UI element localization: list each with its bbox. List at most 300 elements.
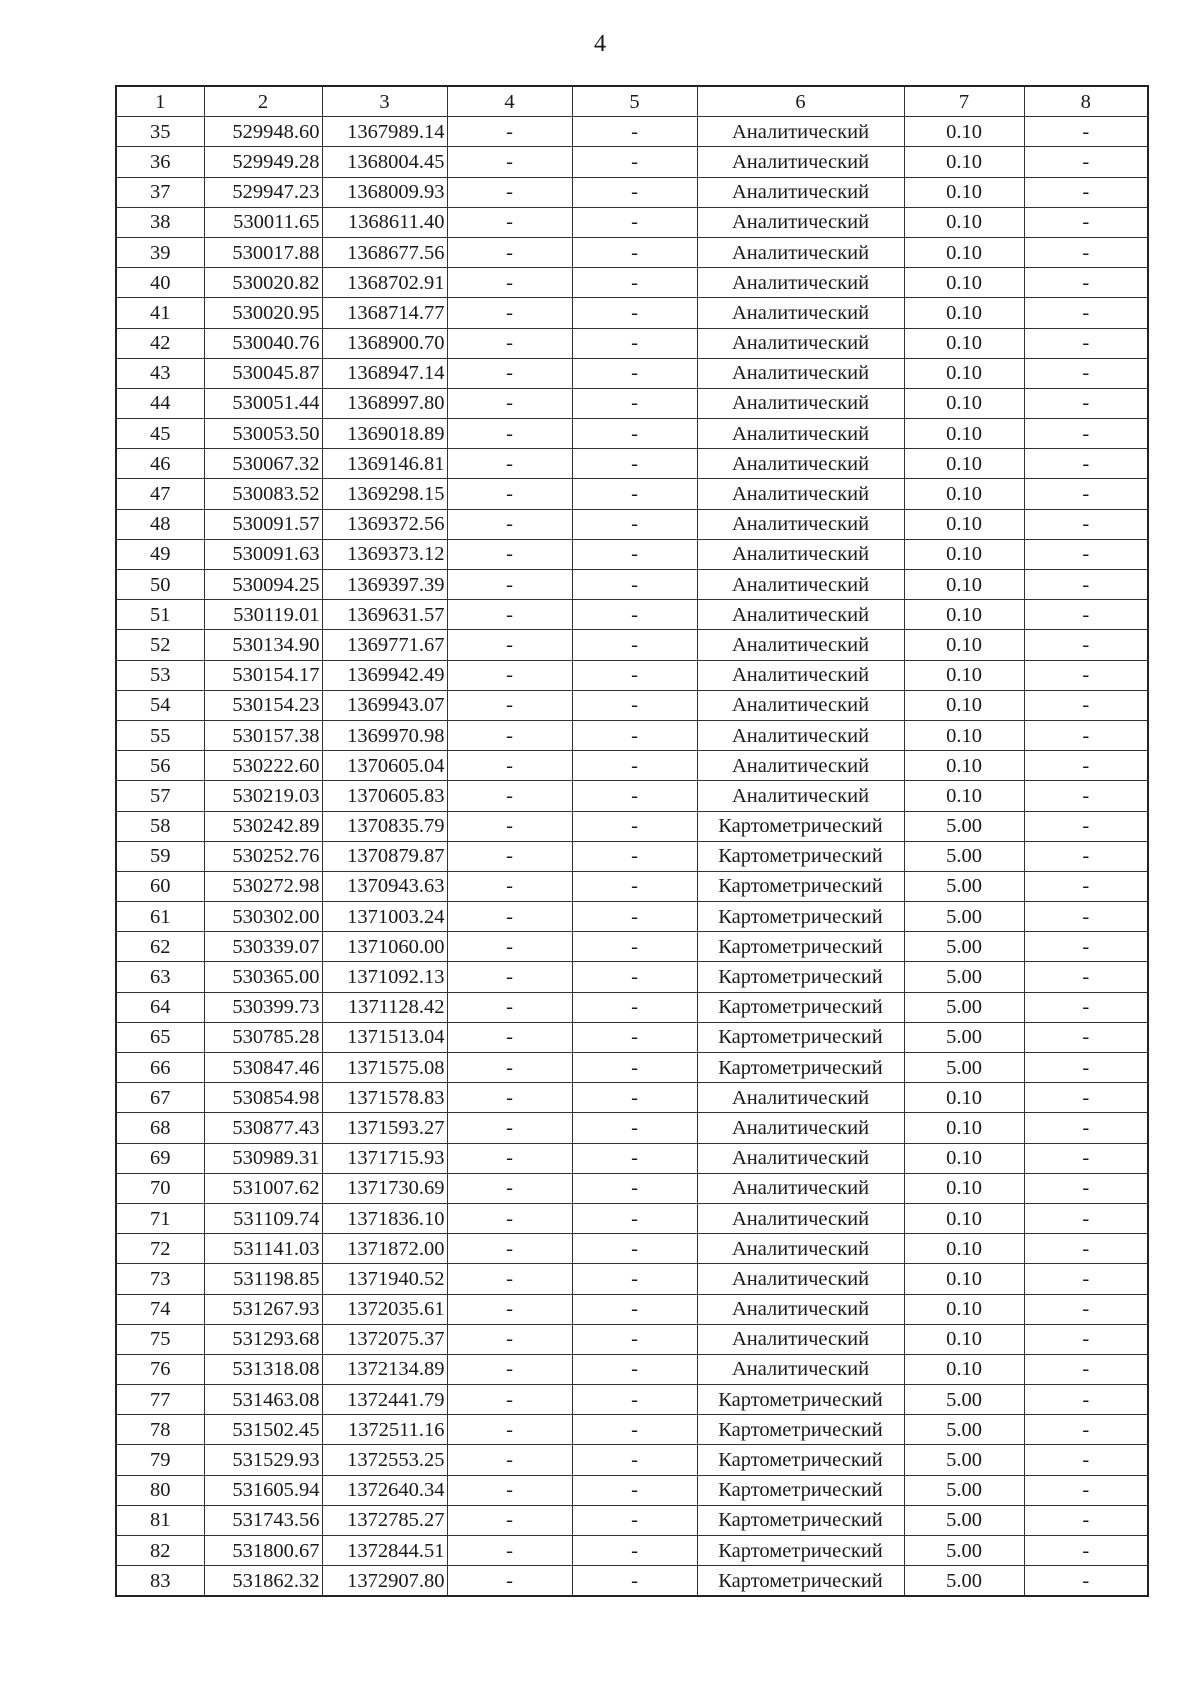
column-8-cell: -: [1024, 1022, 1148, 1052]
x-coordinate-cell: 530017.88: [204, 237, 322, 267]
accuracy-cell: 0.10: [904, 600, 1024, 630]
accuracy-cell: 0.10: [904, 388, 1024, 418]
column-5-cell: -: [572, 268, 697, 298]
table-row: [116, 660, 1148, 690]
column-5-cell: -: [572, 992, 697, 1022]
y-coordinate-cell: 1372844.51: [322, 1536, 447, 1566]
table-row: [116, 1143, 1148, 1173]
table-row: [116, 177, 1148, 207]
table-header-row: [116, 86, 1148, 117]
accuracy-cell: 0.10: [904, 660, 1024, 690]
accuracy-cell: 0.10: [904, 147, 1024, 177]
accuracy-cell: 5.00: [904, 1385, 1024, 1415]
column-8-cell: -: [1024, 419, 1148, 449]
table-row: [116, 811, 1148, 841]
column-8-cell: -: [1024, 1234, 1148, 1264]
y-coordinate-cell: 1372441.79: [322, 1385, 447, 1415]
y-coordinate-cell: 1368947.14: [322, 358, 447, 388]
accuracy-cell: 0.10: [904, 539, 1024, 569]
accuracy-cell: 5.00: [904, 1505, 1024, 1535]
y-coordinate-cell: 1368702.91: [322, 268, 447, 298]
table-row: [116, 449, 1148, 479]
y-coordinate-cell: 1372907.80: [322, 1566, 447, 1597]
column-8-cell: -: [1024, 690, 1148, 720]
column-4-cell: -: [447, 1294, 572, 1324]
column-8-cell: -: [1024, 1445, 1148, 1475]
accuracy-cell: 5.00: [904, 1445, 1024, 1475]
y-coordinate-cell: 1371060.00: [322, 932, 447, 962]
column-8-cell: -: [1024, 237, 1148, 267]
accuracy-cell: 5.00: [904, 932, 1024, 962]
accuracy-cell: 5.00: [904, 992, 1024, 1022]
accuracy-cell: 0.10: [904, 1234, 1024, 1264]
table-row: [116, 1053, 1148, 1083]
accuracy-cell: 0.10: [904, 630, 1024, 660]
accuracy-cell: 5.00: [904, 1022, 1024, 1052]
y-coordinate-cell: 1371730.69: [322, 1173, 447, 1203]
method-cell: Картометрический: [697, 1475, 904, 1505]
x-coordinate-cell: 531862.32: [204, 1566, 322, 1597]
point-number-cell: 51: [116, 600, 204, 630]
column-4-cell: -: [447, 207, 572, 237]
table-row: [116, 237, 1148, 267]
column-5-cell: -: [572, 1022, 697, 1052]
point-number-cell: 40: [116, 268, 204, 298]
y-coordinate-cell: 1371940.52: [322, 1264, 447, 1294]
x-coordinate-cell: 530365.00: [204, 962, 322, 992]
column-5-cell: -: [572, 509, 697, 539]
method-cell: Аналитический: [697, 1294, 904, 1324]
x-coordinate-cell: 531293.68: [204, 1324, 322, 1354]
x-coordinate-cell: 530045.87: [204, 358, 322, 388]
y-coordinate-cell: 1372640.34: [322, 1475, 447, 1505]
column-8-cell: -: [1024, 1053, 1148, 1083]
column-8-cell: -: [1024, 117, 1148, 147]
column-4-cell: -: [447, 419, 572, 449]
y-coordinate-cell: 1371513.04: [322, 1022, 447, 1052]
point-number-cell: 62: [116, 932, 204, 962]
method-cell: Аналитический: [697, 1264, 904, 1294]
x-coordinate-cell: 530252.76: [204, 841, 322, 871]
y-coordinate-cell: 1371836.10: [322, 1203, 447, 1233]
x-coordinate-cell: 530399.73: [204, 992, 322, 1022]
table-row: [116, 1324, 1148, 1354]
y-coordinate-cell: 1369942.49: [322, 660, 447, 690]
x-coordinate-cell: 531141.03: [204, 1234, 322, 1264]
column-4-cell: -: [447, 358, 572, 388]
column-8-cell: -: [1024, 660, 1148, 690]
table-row: [116, 1415, 1148, 1445]
x-coordinate-cell: 530242.89: [204, 811, 322, 841]
column-4-cell: -: [447, 298, 572, 328]
point-number-cell: 76: [116, 1354, 204, 1384]
table-row: [116, 1294, 1148, 1324]
column-4-cell: -: [447, 1566, 572, 1597]
column-4-cell: -: [447, 1354, 572, 1384]
accuracy-cell: 0.10: [904, 1324, 1024, 1354]
column-8-cell: -: [1024, 1294, 1148, 1324]
column-5-cell: -: [572, 1475, 697, 1505]
table-row: [116, 358, 1148, 388]
y-coordinate-cell: 1371872.00: [322, 1234, 447, 1264]
table-row: [116, 298, 1148, 328]
point-number-cell: 46: [116, 449, 204, 479]
column-8-cell: -: [1024, 932, 1148, 962]
table-row: [116, 1445, 1148, 1475]
column-8-cell: -: [1024, 449, 1148, 479]
method-cell: Аналитический: [697, 1354, 904, 1384]
column-5-cell: -: [572, 298, 697, 328]
accuracy-cell: 0.10: [904, 1143, 1024, 1173]
x-coordinate-cell: 529949.28: [204, 147, 322, 177]
column-5-cell: -: [572, 720, 697, 750]
method-cell: Картометрический: [697, 841, 904, 871]
column-4-cell: -: [447, 1385, 572, 1415]
table-row: [116, 720, 1148, 750]
column-5-cell: -: [572, 1264, 697, 1294]
y-coordinate-cell: 1370605.04: [322, 751, 447, 781]
accuracy-cell: 5.00: [904, 871, 1024, 901]
column-8-cell: -: [1024, 207, 1148, 237]
table-row: [116, 871, 1148, 901]
method-cell: Аналитический: [697, 298, 904, 328]
accuracy-cell: 0.10: [904, 1113, 1024, 1143]
accuracy-cell: 0.10: [904, 1354, 1024, 1384]
accuracy-cell: 5.00: [904, 841, 1024, 871]
column-5-cell: -: [572, 600, 697, 630]
x-coordinate-cell: 531109.74: [204, 1203, 322, 1233]
point-number-cell: 80: [116, 1475, 204, 1505]
y-coordinate-cell: 1369373.12: [322, 539, 447, 569]
x-coordinate-cell: 531605.94: [204, 1475, 322, 1505]
method-cell: Аналитический: [697, 570, 904, 600]
column-5-cell: -: [572, 962, 697, 992]
column-4-cell: -: [447, 751, 572, 781]
column-5-cell: -: [572, 1445, 697, 1475]
x-coordinate-cell: 531743.56: [204, 1505, 322, 1535]
column-8-cell: -: [1024, 328, 1148, 358]
method-cell: Аналитический: [697, 781, 904, 811]
point-number-cell: 35: [116, 117, 204, 147]
point-number-cell: 81: [116, 1505, 204, 1535]
y-coordinate-cell: 1372134.89: [322, 1354, 447, 1384]
y-coordinate-cell: 1370879.87: [322, 841, 447, 871]
column-5-cell: -: [572, 570, 697, 600]
method-cell: Картометрический: [697, 992, 904, 1022]
column-8-cell: -: [1024, 1354, 1148, 1384]
table-row: [116, 539, 1148, 569]
method-cell: Аналитический: [697, 1143, 904, 1173]
column-4-cell: -: [447, 1203, 572, 1233]
column-header: 4: [447, 86, 572, 117]
column-header: 2: [204, 86, 322, 117]
method-cell: Аналитический: [697, 358, 904, 388]
y-coordinate-cell: 1372511.16: [322, 1415, 447, 1445]
x-coordinate-cell: 530302.00: [204, 902, 322, 932]
point-number-cell: 42: [116, 328, 204, 358]
point-number-cell: 77: [116, 1385, 204, 1415]
column-5-cell: -: [572, 841, 697, 871]
column-5-cell: -: [572, 1173, 697, 1203]
method-cell: Картометрический: [697, 902, 904, 932]
accuracy-cell: 0.10: [904, 479, 1024, 509]
y-coordinate-cell: 1367989.14: [322, 117, 447, 147]
column-5-cell: -: [572, 660, 697, 690]
x-coordinate-cell: 530091.63: [204, 539, 322, 569]
x-coordinate-cell: 530877.43: [204, 1113, 322, 1143]
column-5-cell: -: [572, 1415, 697, 1445]
point-number-cell: 49: [116, 539, 204, 569]
column-8-cell: -: [1024, 570, 1148, 600]
accuracy-cell: 0.10: [904, 268, 1024, 298]
x-coordinate-cell: 530854.98: [204, 1083, 322, 1113]
x-coordinate-cell: 530989.31: [204, 1143, 322, 1173]
point-number-cell: 45: [116, 419, 204, 449]
column-4-cell: -: [447, 660, 572, 690]
accuracy-cell: 0.10: [904, 449, 1024, 479]
y-coordinate-cell: 1371593.27: [322, 1113, 447, 1143]
point-number-cell: 79: [116, 1445, 204, 1475]
column-5-cell: -: [572, 871, 697, 901]
x-coordinate-cell: 531267.93: [204, 1294, 322, 1324]
accuracy-cell: 0.10: [904, 1173, 1024, 1203]
table-body: [116, 117, 1148, 1597]
column-8-cell: -: [1024, 992, 1148, 1022]
column-5-cell: -: [572, 1536, 697, 1566]
x-coordinate-cell: 530020.95: [204, 298, 322, 328]
column-5-cell: -: [572, 781, 697, 811]
table-row: [116, 479, 1148, 509]
column-4-cell: -: [447, 1415, 572, 1445]
column-8-cell: -: [1024, 841, 1148, 871]
x-coordinate-cell: 530154.17: [204, 660, 322, 690]
x-coordinate-cell: 530847.46: [204, 1053, 322, 1083]
column-5-cell: -: [572, 237, 697, 267]
column-4-cell: -: [447, 1324, 572, 1354]
column-8-cell: -: [1024, 479, 1148, 509]
x-coordinate-cell: 531318.08: [204, 1354, 322, 1384]
table-row: [116, 690, 1148, 720]
y-coordinate-cell: 1369970.98: [322, 720, 447, 750]
column-5-cell: -: [572, 177, 697, 207]
table-row: [116, 1083, 1148, 1113]
y-coordinate-cell: 1368004.45: [322, 147, 447, 177]
column-8-cell: -: [1024, 1203, 1148, 1233]
method-cell: Картометрический: [697, 962, 904, 992]
point-number-cell: 68: [116, 1113, 204, 1143]
point-number-cell: 44: [116, 388, 204, 418]
point-number-cell: 57: [116, 781, 204, 811]
point-number-cell: 71: [116, 1203, 204, 1233]
y-coordinate-cell: 1372785.27: [322, 1505, 447, 1535]
column-5-cell: -: [572, 328, 697, 358]
column-4-cell: -: [447, 811, 572, 841]
y-coordinate-cell: 1368009.93: [322, 177, 447, 207]
x-coordinate-cell: 530011.65: [204, 207, 322, 237]
table-row: [116, 419, 1148, 449]
column-8-cell: -: [1024, 781, 1148, 811]
table-row: [116, 600, 1148, 630]
accuracy-cell: 0.10: [904, 1083, 1024, 1113]
method-cell: Аналитический: [697, 419, 904, 449]
table-row: [116, 1234, 1148, 1264]
column-header: 1: [116, 86, 204, 117]
x-coordinate-cell: 530083.52: [204, 479, 322, 509]
column-4-cell: -: [447, 268, 572, 298]
y-coordinate-cell: 1371575.08: [322, 1053, 447, 1083]
column-4-cell: -: [447, 1113, 572, 1143]
column-4-cell: -: [447, 630, 572, 660]
column-4-cell: -: [447, 902, 572, 932]
column-8-cell: -: [1024, 962, 1148, 992]
column-4-cell: -: [447, 1475, 572, 1505]
x-coordinate-cell: 531463.08: [204, 1385, 322, 1415]
method-cell: Картометрический: [697, 811, 904, 841]
table-row: [116, 509, 1148, 539]
point-number-cell: 39: [116, 237, 204, 267]
point-number-cell: 60: [116, 871, 204, 901]
column-5-cell: -: [572, 147, 697, 177]
table-row: [116, 207, 1148, 237]
x-coordinate-cell: 530134.90: [204, 630, 322, 660]
accuracy-cell: 0.10: [904, 298, 1024, 328]
table-row: [116, 328, 1148, 358]
table-row: [116, 1505, 1148, 1535]
column-4-cell: -: [447, 237, 572, 267]
method-cell: Аналитический: [697, 177, 904, 207]
point-number-cell: 65: [116, 1022, 204, 1052]
x-coordinate-cell: 530154.23: [204, 690, 322, 720]
y-coordinate-cell: 1370835.79: [322, 811, 447, 841]
x-coordinate-cell: 530091.57: [204, 509, 322, 539]
table-row: [116, 1536, 1148, 1566]
table-row: [116, 1022, 1148, 1052]
column-8-cell: -: [1024, 147, 1148, 177]
point-number-cell: 56: [116, 751, 204, 781]
column-header: 8: [1024, 86, 1148, 117]
method-cell: Картометрический: [697, 871, 904, 901]
column-8-cell: -: [1024, 177, 1148, 207]
point-number-cell: 78: [116, 1415, 204, 1445]
method-cell: Картометрический: [697, 1415, 904, 1445]
point-number-cell: 41: [116, 298, 204, 328]
point-number-cell: 83: [116, 1566, 204, 1597]
y-coordinate-cell: 1371003.24: [322, 902, 447, 932]
column-8-cell: -: [1024, 720, 1148, 750]
point-number-cell: 72: [116, 1234, 204, 1264]
column-4-cell: -: [447, 1083, 572, 1113]
accuracy-cell: 5.00: [904, 1053, 1024, 1083]
y-coordinate-cell: 1369943.07: [322, 690, 447, 720]
method-cell: Аналитический: [697, 237, 904, 267]
x-coordinate-cell: 530067.32: [204, 449, 322, 479]
method-cell: Картометрический: [697, 1536, 904, 1566]
y-coordinate-cell: 1369397.39: [322, 570, 447, 600]
method-cell: Аналитический: [697, 1324, 904, 1354]
column-4-cell: -: [447, 539, 572, 569]
point-number-cell: 74: [116, 1294, 204, 1324]
column-4-cell: -: [447, 117, 572, 147]
column-5-cell: -: [572, 419, 697, 449]
column-5-cell: -: [572, 1385, 697, 1415]
method-cell: Аналитический: [697, 1083, 904, 1113]
column-4-cell: -: [447, 1445, 572, 1475]
point-number-cell: 73: [116, 1264, 204, 1294]
accuracy-cell: 0.10: [904, 117, 1024, 147]
table-row: [116, 1203, 1148, 1233]
y-coordinate-cell: 1371715.93: [322, 1143, 447, 1173]
column-4-cell: -: [447, 570, 572, 600]
point-number-cell: 52: [116, 630, 204, 660]
page-number: 4: [594, 31, 606, 57]
x-coordinate-cell: 531007.62: [204, 1173, 322, 1203]
column-4-cell: -: [447, 932, 572, 962]
accuracy-cell: 0.10: [904, 207, 1024, 237]
y-coordinate-cell: 1372075.37: [322, 1324, 447, 1354]
accuracy-cell: 5.00: [904, 1536, 1024, 1566]
method-cell: Аналитический: [697, 690, 904, 720]
method-cell: Аналитический: [697, 147, 904, 177]
column-5-cell: -: [572, 1566, 697, 1597]
column-4-cell: -: [447, 1505, 572, 1535]
table-row: [116, 1475, 1148, 1505]
column-5-cell: -: [572, 449, 697, 479]
table-row: [116, 962, 1148, 992]
column-5-cell: -: [572, 1113, 697, 1143]
column-4-cell: -: [447, 479, 572, 509]
column-4-cell: -: [447, 781, 572, 811]
column-8-cell: -: [1024, 1173, 1148, 1203]
column-4-cell: -: [447, 1173, 572, 1203]
column-4-cell: -: [447, 177, 572, 207]
method-cell: Аналитический: [697, 630, 904, 660]
table-row: [116, 268, 1148, 298]
method-cell: Аналитический: [697, 660, 904, 690]
column-8-cell: -: [1024, 1536, 1148, 1566]
point-number-cell: 82: [116, 1536, 204, 1566]
column-8-cell: -: [1024, 1143, 1148, 1173]
y-coordinate-cell: 1369298.15: [322, 479, 447, 509]
method-cell: Аналитический: [697, 1234, 904, 1264]
method-cell: Аналитический: [697, 479, 904, 509]
column-8-cell: -: [1024, 1505, 1148, 1535]
point-number-cell: 43: [116, 358, 204, 388]
table-row: [116, 841, 1148, 871]
column-8-cell: -: [1024, 388, 1148, 418]
method-cell: Картометрический: [697, 1445, 904, 1475]
column-5-cell: -: [572, 630, 697, 660]
column-8-cell: -: [1024, 600, 1148, 630]
column-5-cell: -: [572, 117, 697, 147]
table-row: [116, 570, 1148, 600]
table-row: [116, 751, 1148, 781]
column-5-cell: -: [572, 690, 697, 720]
column-8-cell: -: [1024, 1566, 1148, 1597]
column-4-cell: -: [447, 600, 572, 630]
x-coordinate-cell: 530051.44: [204, 388, 322, 418]
column-5-cell: -: [572, 902, 697, 932]
y-coordinate-cell: 1369146.81: [322, 449, 447, 479]
point-number-cell: 69: [116, 1143, 204, 1173]
x-coordinate-cell: 531529.93: [204, 1445, 322, 1475]
table-row: [116, 902, 1148, 932]
method-cell: Аналитический: [697, 1203, 904, 1233]
column-8-cell: -: [1024, 1385, 1148, 1415]
method-cell: Аналитический: [697, 1173, 904, 1203]
y-coordinate-cell: 1369018.89: [322, 419, 447, 449]
table-row: [116, 1566, 1148, 1597]
column-5-cell: -: [572, 1234, 697, 1264]
